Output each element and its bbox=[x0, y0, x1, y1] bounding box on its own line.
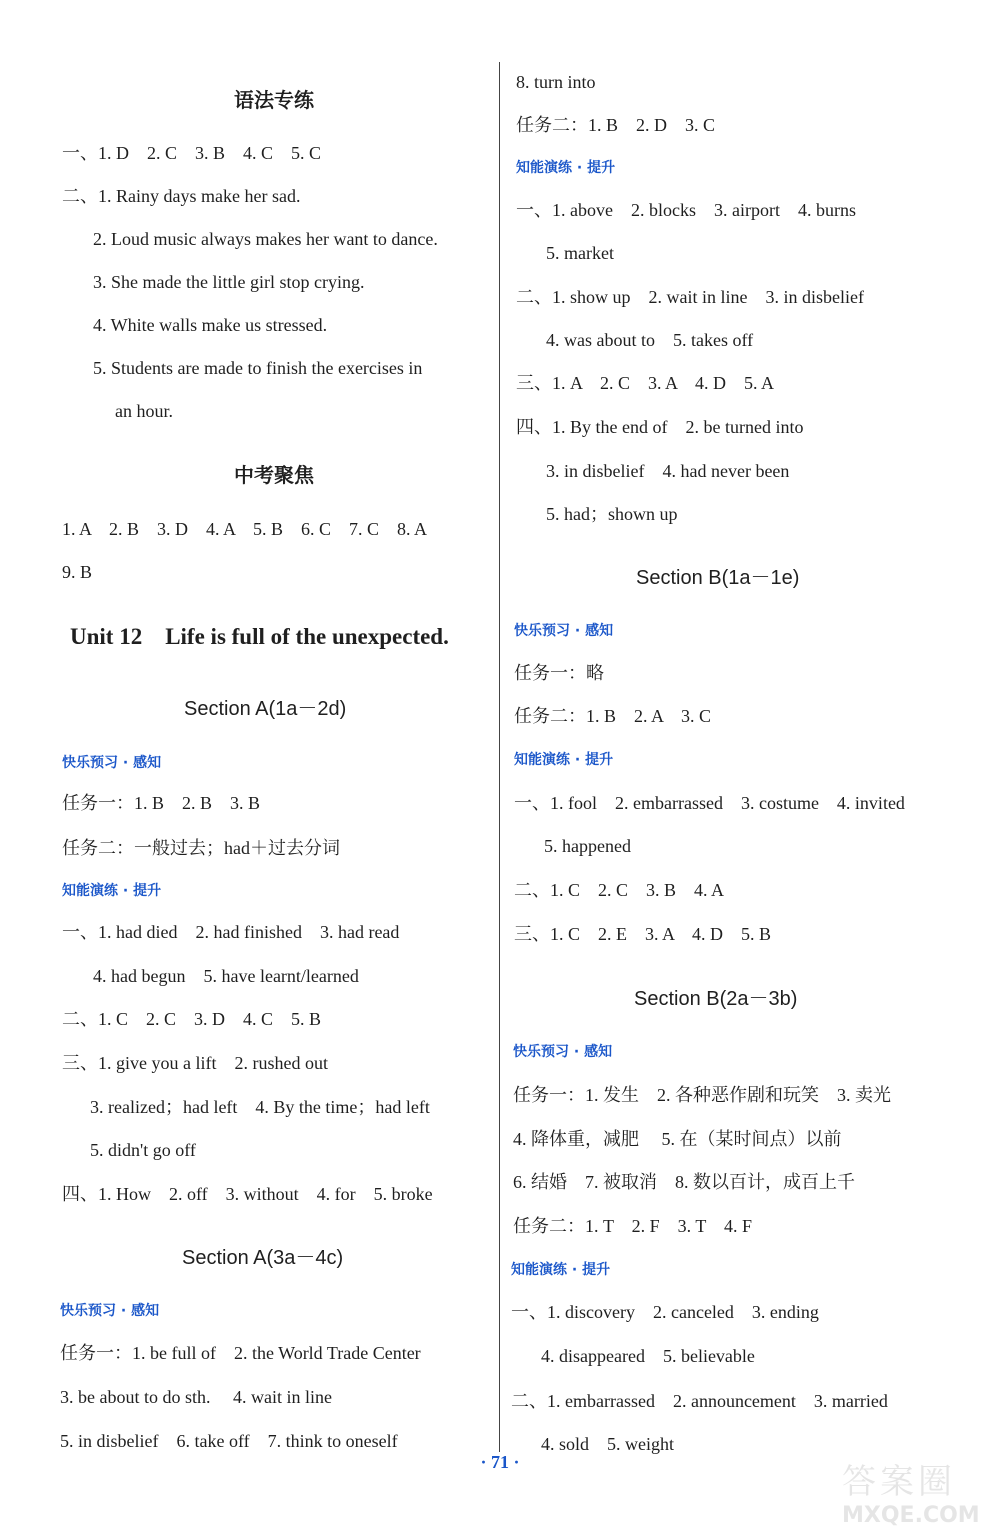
answer-line: 2. Loud music always makes her want to dance. bbox=[93, 229, 438, 249]
practice-label: 知能演练 · 提升 bbox=[514, 752, 614, 768]
answer-line: 4. disappeared 5. believable bbox=[541, 1346, 755, 1366]
answer-line: 5. happened bbox=[544, 836, 631, 856]
practice-label: 知能演练 · 提升 bbox=[511, 1262, 611, 1278]
answer-line: 5. didn't go off bbox=[90, 1140, 196, 1160]
answer-line: 4. sold 5. weight bbox=[541, 1434, 674, 1454]
answer-line: 任务二：一般过去；had＋过去分词 bbox=[62, 838, 340, 858]
answer-line: 三、1. give you a lift 2. rushed out bbox=[62, 1053, 328, 1073]
answer-line: 任务二：1. B 2. A 3. C bbox=[514, 706, 712, 726]
answer-line: 二、1. embarrassed 2. announcement 3. married bbox=[511, 1391, 888, 1411]
answer-line: 二、1. C 2. C 3. D 4. C 5. B bbox=[62, 1009, 322, 1029]
answer-line: 5. in disbelief 6. take off 7. think to oneself bbox=[60, 1431, 398, 1451]
answer-line: 3. in disbelief 4. had never been bbox=[546, 461, 790, 481]
answer-line: 5. had；shown up bbox=[546, 504, 678, 524]
column-divider bbox=[499, 62, 500, 1452]
unit-title: Unit 12 Life is full of the unexpected. bbox=[70, 624, 449, 649]
answer-line: 四、1. By the end of 2. be turned into bbox=[516, 417, 804, 437]
answer-line: 二、1. Rainy days make her sad. bbox=[62, 186, 301, 206]
answer-line: 1. A 2. B 3. D 4. A 5. B 6. C 7. C 8. A bbox=[62, 519, 428, 539]
answer-line: 四、1. How 2. off 3. without 4. for 5. broke bbox=[62, 1184, 433, 1204]
practice-label: 知能演练 · 提升 bbox=[516, 160, 616, 176]
answer-line: 一、1. fool 2. embarrassed 3. costume 4. invited bbox=[514, 793, 905, 813]
answer-line: 9. B bbox=[62, 562, 93, 582]
section-title: Section A(1a－2d) bbox=[184, 698, 347, 720]
answer-line: 3. realized；had left 4. By the time；had left bbox=[90, 1097, 430, 1117]
preview-label: 快乐预习 · 感知 bbox=[60, 1303, 160, 1319]
answer-line: 二、1. show up 2. wait in line 3. in disbelief bbox=[516, 287, 864, 307]
page-number: · 71 · bbox=[480, 1452, 520, 1472]
preview-label: 快乐预习 · 感知 bbox=[62, 755, 162, 771]
answer-line: an hour. bbox=[115, 401, 173, 421]
grammar-practice-title: 语法专练 bbox=[234, 88, 314, 112]
answer-line: 三、1. A 2. C 3. A 4. D 5. A bbox=[516, 373, 775, 393]
practice-label: 知能演练 · 提升 bbox=[62, 883, 162, 899]
answer-line: 一、1. D 2. C 3. B 4. C 5. C bbox=[62, 143, 322, 163]
answer-line: 5. market bbox=[546, 243, 614, 263]
answer-line: 4. 降体重，减肥 5. 在（某时间点）以前 bbox=[513, 1129, 842, 1149]
answer-line: 任务一：1. 发生 2. 各种恶作剧和玩笑 3. 卖光 bbox=[513, 1085, 891, 1105]
section-title: Section B(2a－3b) bbox=[634, 988, 798, 1010]
preview-label: 快乐预习 · 感知 bbox=[514, 623, 614, 639]
answer-line: 3. She made the little girl stop crying. bbox=[93, 272, 365, 292]
answer-line: 8. turn into bbox=[516, 72, 596, 92]
answer-line: 一、1. above 2. blocks 3. airport 4. burns bbox=[516, 200, 856, 220]
answer-line: 三、1. C 2. E 3. A 4. D 5. B bbox=[514, 924, 772, 944]
answer-line: 任务二：1. B 2. D 3. C bbox=[516, 115, 716, 135]
watermark-bottom-text: MXQE.COM bbox=[842, 1503, 980, 1528]
answer-line: 任务一：1. B 2. B 3. B bbox=[62, 793, 261, 813]
answer-line: 4. White walls make us stressed. bbox=[93, 315, 328, 335]
answer-line: 一、1. had died 2. had finished 3. had read bbox=[62, 922, 400, 942]
answer-line: 任务二：1. T 2. F 3. T 4. F bbox=[513, 1216, 753, 1236]
exam-focus-title: 中考聚焦 bbox=[234, 463, 314, 487]
section-title: Section B(1a－1e) bbox=[636, 567, 800, 589]
answer-line: 任务一：略 bbox=[514, 663, 604, 683]
answer-line: 任务一：1. be full of 2. the World Trade Center bbox=[60, 1343, 421, 1363]
answer-line: 二、1. C 2. C 3. B 4. A bbox=[514, 880, 725, 900]
answer-line: 4. had begun 5. have learnt/learned bbox=[93, 966, 359, 986]
watermark-top-text: 答案圈 bbox=[842, 1462, 956, 1502]
preview-label: 快乐预习 · 感知 bbox=[513, 1044, 613, 1060]
watermark-logo bbox=[842, 1454, 992, 1526]
answer-line: 4. was about to 5. takes off bbox=[546, 330, 754, 350]
answer-line: 6. 结婚 7. 被取消 8. 数以百计，成百上千 bbox=[513, 1172, 855, 1192]
answer-line: 5. Students are made to finish the exercises in bbox=[93, 358, 423, 378]
answer-line: 3. be about to do sth. 4. wait in line bbox=[60, 1387, 332, 1407]
answer-line: 一、1. discovery 2. canceled 3. ending bbox=[511, 1302, 819, 1322]
section-title: Section A(3a－4c) bbox=[182, 1247, 344, 1269]
